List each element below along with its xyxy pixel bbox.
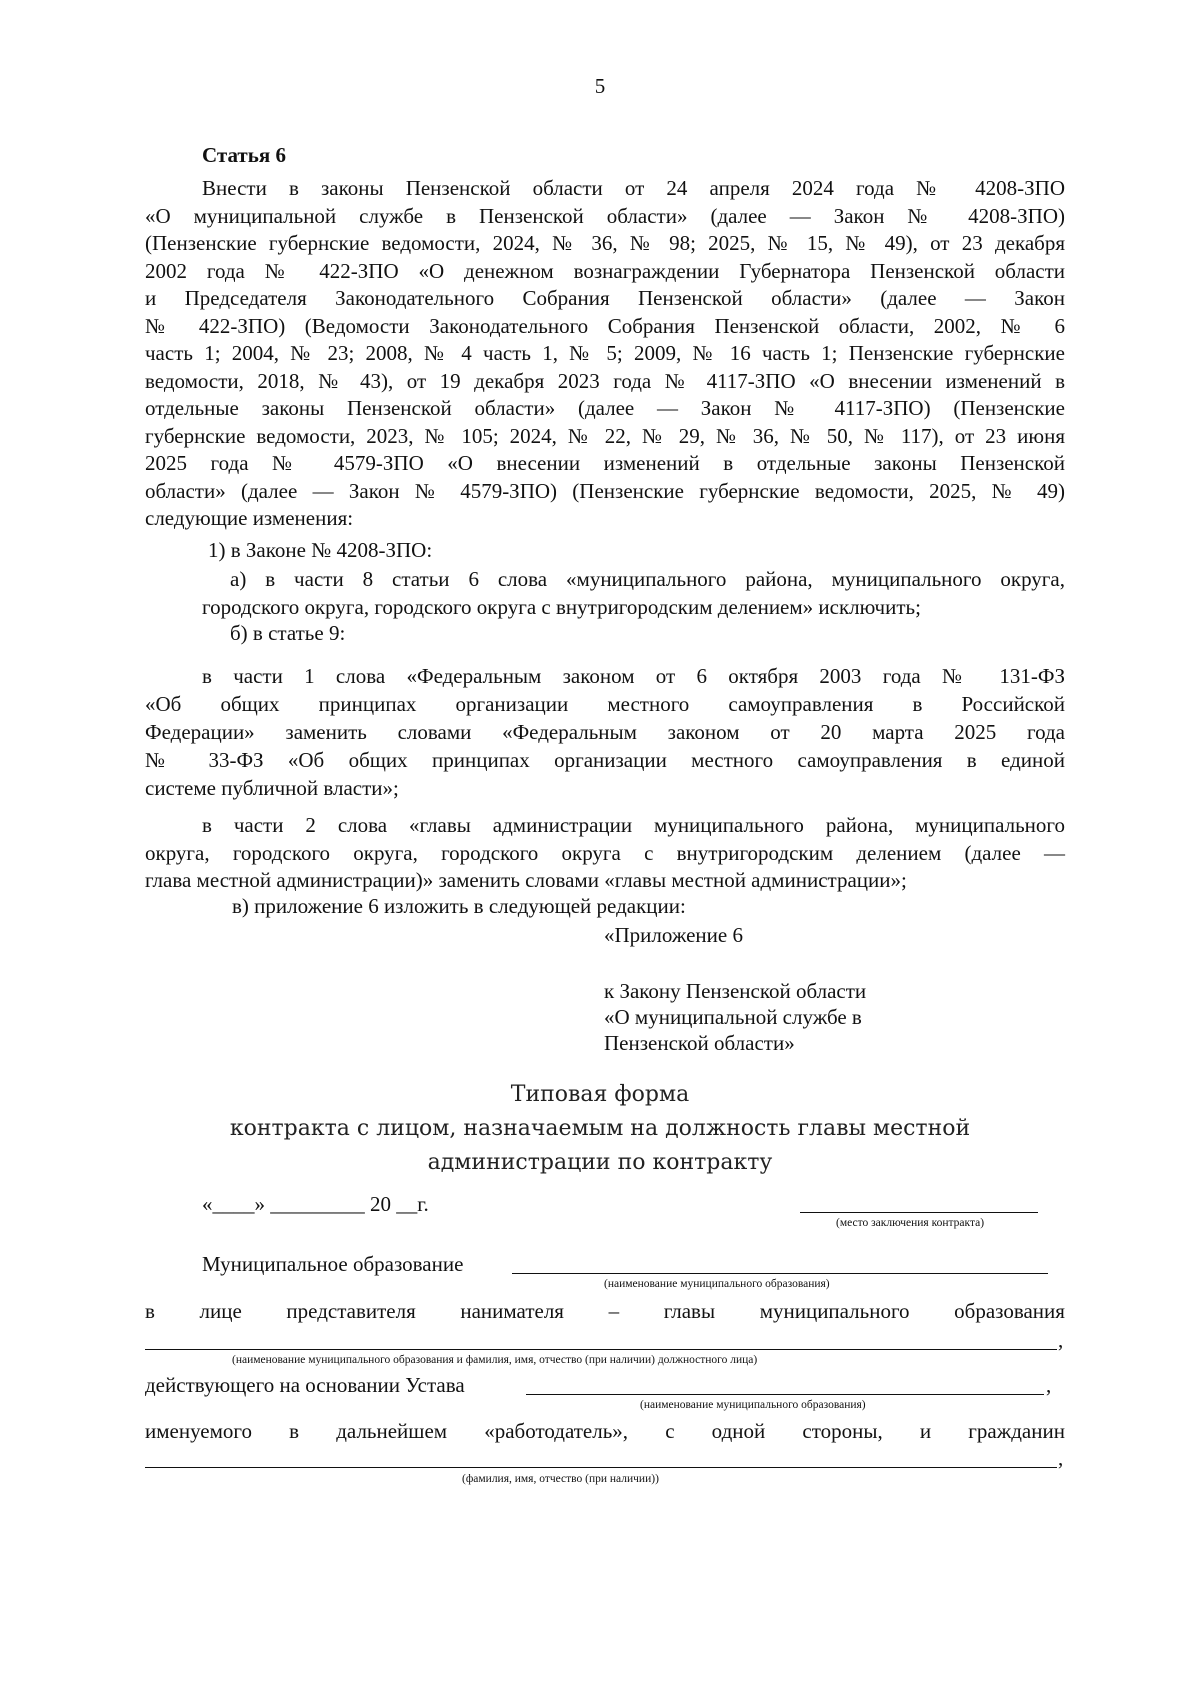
intro-line: 2025 года № 4579-ЗПО «О внесении изменений в отдельные законы Пензенской [145,451,1065,475]
representative-word: в [145,1299,155,1323]
appendix-law-ref: к Закону Пензенской области [604,979,867,1003]
representative-word: образования [954,1299,1065,1323]
employer-word: стороны, [802,1419,883,1443]
employer-word: гражданин [968,1419,1065,1443]
part2-line: округа, городского округа, городского округа с внутригородским делением (далее — [145,840,1065,865]
article-heading: Статья 6 [202,143,286,167]
contract-date: «____» _________ 20 __г. [202,1192,429,1216]
intro-paragraph [145,175,1065,533]
representative-word: лице [199,1299,242,1323]
employer-word: именуемого [145,1419,253,1443]
official-blank [145,1349,1057,1350]
citizen-comma: , [1058,1446,1064,1470]
charter-caption: (наименование муниципального образования) [640,1399,866,1411]
intro-line: «О муниципальной службе в Пензенской области» (далее — Закон № 4208-ЗПО) [145,203,1065,228]
part1-line: системе публичной власти»; [145,776,399,800]
intro-line: (Пензенские губернские ведомости, 2024, № 36, № 98; 2025, № 15, № 49), от 23 декабря [145,231,1065,255]
representative-word: – [608,1299,620,1323]
form-subtitle: контракта с лицом, назначаемым на должность главы местной [229,1116,971,1141]
item-a-line: а) в части 8 статьи 6 слова «муниципального района, муниципального округа, [230,567,1065,591]
page-number: 5 [594,74,606,98]
part2-paragraph [145,812,1065,895]
appendix-law-title: «О муниципальной службе в [604,1005,862,1029]
part1-line: № 33-ФЗ «Об общих принципах организации местного самоуправления в единой [145,748,1065,772]
municipality-label: Муниципальное образование [202,1252,464,1276]
intro-line: Внести в законы Пензенской области от 24 апреля 2024 года № 4208-ЗПО [202,176,1065,200]
charter-label: действующего на основании Устава [145,1373,465,1397]
part2-line: глава местной администрации)» заменить словами «главы местной администрации»; [145,868,907,892]
municipality-blank [512,1273,1048,1274]
part1-paragraph [145,662,1065,802]
appendix-label: «Приложение 6 [604,923,743,947]
appendix-law-title-end: Пензенской области» [604,1031,795,1055]
official-caption: (наименование муниципального образования и фамилия, имя, отчество (при наличии) должностного лица) [232,1354,758,1366]
intro-line: ведомости, 2018, № 43), от 19 декабря 2023 года № 4117-ЗПО «О внесении изменений в [145,368,1065,393]
municipality-caption: (наименование муниципального образования) [604,1278,830,1290]
representative-row [145,1299,1065,1324]
intro-line: 2002 года № 422-ЗПО «О денежном вознаграждении Губернатора Пензенской области [145,258,1065,283]
intro-line: отдельные законы Пензенской области» (далее — Закон № 4117-ЗПО) (Пензенские [145,396,1065,420]
item-1: 1) в Законе № 4208-ЗПО: [208,538,433,562]
intro-line: и Председателя Законодательного Собрания Пензенской области» (далее — Закон [145,286,1065,310]
intro-line: области» (далее — Закон № 4579-ЗПО) (Пензенские губернские ведомости, 2025, № 49) [145,478,1065,503]
intro-line: № 422-ЗПО) (Ведомости Законодательного Собрания Пензенской области, 2002, № 6 [145,313,1065,338]
part1-line: «Об общих принципах организации местного самоуправления в Российской [145,692,1065,716]
employer-word: с [665,1419,675,1443]
citizen-blank [145,1467,1057,1468]
official-comma: , [1058,1328,1064,1352]
intro-line: следующие изменения: [145,506,354,530]
employer-word: и [919,1419,932,1443]
item-v: в) приложение 6 изложить в следующей редакции: [232,894,686,918]
employer-word: одной [711,1419,766,1443]
place-caption: (место заключения контракта) [836,1217,985,1229]
item-a [202,566,1065,621]
charter-blank [526,1394,1044,1395]
form-subtitle-end: администрации по контракту [427,1150,773,1175]
employer-word: дальнейшем [336,1419,448,1443]
intro-line: губернские ведомости, 2023, № 105; 2024, № 22, № 29, № 36, № 50, № 117), от 23 июня [145,423,1065,448]
citizen-caption: (фамилия, имя, отчество (при наличии)) [462,1473,659,1485]
part1-line: в части 1 слова «Федеральным законом от 6 октября 2003 года № 131-ФЗ [202,664,1065,688]
employer-word: «работодатель», [484,1419,629,1443]
form-title: Типовая форма [510,1082,690,1107]
representative-word: представителя [286,1299,416,1323]
part1-line: Федерации» заменить словами «Федеральным законом от 20 марта 2025 года [145,720,1065,744]
item-a-line: городского округа, городского округа с внутригородским делением» исключить; [202,594,921,619]
representative-word: главы [663,1299,716,1323]
intro-line: часть 1; 2004, № 23; 2008, № 4 часть 1, № 5; 2009, № 16 часть 1; Пензенские губернские [145,341,1065,365]
employer-row [145,1419,1065,1444]
representative-word: муниципального [759,1299,910,1323]
employer-word: в [289,1419,300,1443]
part2-line: в части 2 слова «главы администрации муниципального района, муниципального [202,813,1065,837]
item-b: б) в статье 9: [230,621,346,645]
place-blank [800,1212,1038,1213]
charter-comma: , [1046,1373,1052,1397]
representative-word: нанимателя [460,1299,564,1323]
